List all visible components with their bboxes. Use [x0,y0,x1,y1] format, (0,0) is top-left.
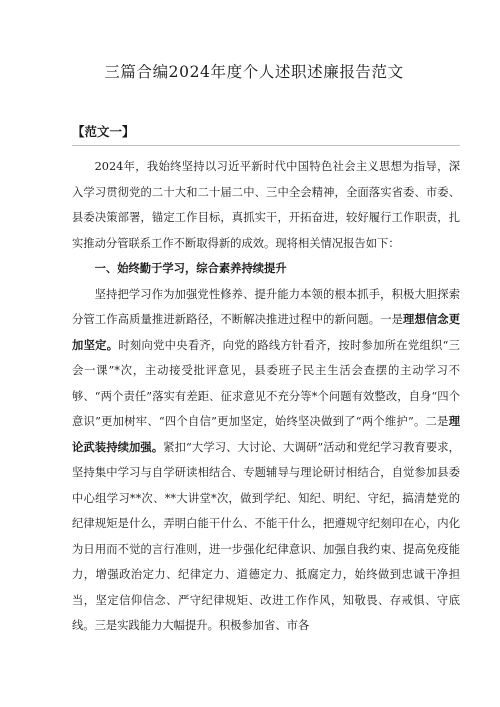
section-label: 【范文一】 [72,124,135,139]
document-title: 三篇合编2024年度个人述职述廉报告范文 [104,63,404,81]
section-divider [72,145,460,146]
intro-paragraph: 2024年，我始终坚持以习近平新时代中国特色社会主义思想为指导，深入学习贯彻党的二十大和二十届二中、三中全会精神，全面落实省委、市委、县委决策部署，锚定工作目标，真抓实干，开拓奋进，较好履行工作职责，扎实推动分管联系工作不断取得新的成效。现将相关情况报告如下： [72,160,460,250]
study-paragraph [72,282,460,639]
study-text-a: 坚持把学习作为加强党性修养、提升能力本领的根本抓手，积极大胆探索分管工作高质量推进新路径，不断解决推进过程中的新问题。一是 [72,287,460,326]
document-body [72,154,460,639]
subheading-study: 一、始终勤于学习，综合素养持续提升 [94,262,287,275]
theory-armament-heading: 理论武装持续加强。 [72,415,460,454]
study-text-c: 紧扣“大学习、大讨论、大调研”活动和党纪学习教育要求，坚持集中学习与自学研读相结合、专题辅导与理论研讨相结合，自觉参加县委中心组学习**次、**大讲堂*次，做到学纪、知纪、明纪、守纪，搞清楚党的纪律规矩是什么，弄明白能干什么、不能干什么，把遵规守纪刻印在心，内化为日用而不觉的言行准则，进一步强化纪律意识、加强自我约束、提高免疫能力，增强政治定力、纪律定力、道德定力、抵腐定力，始终做到忠诚干净担当，坚定信仰信念、严守纪律规矩、改进工作作风，知敬畏、存戒惧、守底线。三是实践能力大幅提升。积极参加省、市各 [72,440,460,632]
ideal-belief-heading: 理想信念更加坚定。 [72,313,460,352]
study-text-b: 时刻向党中央看齐，向党的路线方针看齐，按时参加所在党组织“三会一课”*次，主动接受批评意见，县委班子民主生活会查摆的主动学习不够、“两个责任”落实有差距、征求意见不充分等*个问题有效整改，自身“四个意识”更加树牢、“四个自信”更加坚定，始终坚决做到了“两个维护”。二是 [72,338,460,428]
